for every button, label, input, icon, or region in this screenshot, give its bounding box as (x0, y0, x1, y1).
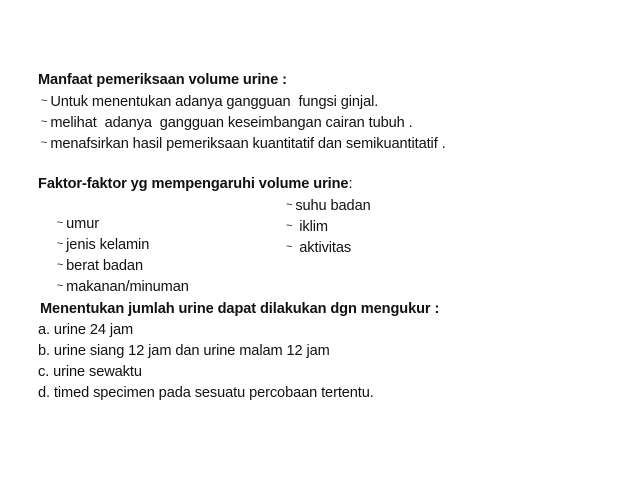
faktor-left-item: jenis kelamin (66, 237, 150, 253)
manfaat-item (41, 134, 446, 153)
faktor-left-item: makanan/minuman (66, 279, 189, 295)
tilde-bullet: ~ (286, 241, 293, 253)
menentukan-heading: Menentukan jumlah urine dapat dilakukan dgn mengukur : (40, 301, 440, 317)
manfaat-item (41, 113, 413, 132)
faktor-heading-colon: : (348, 176, 353, 192)
manfaat-heading: Manfaat pemeriksaan volume urine : (38, 72, 287, 88)
faktor-right-item: suhu badan (295, 198, 371, 214)
manfaat-item-text: Untuk menentukan adanya gangguan fungsi ginjal. (50, 94, 379, 110)
manfaat-item-text: melihat adanya gangguan keseimbangan cairan tubuh . (50, 115, 413, 131)
manfaat-item (41, 92, 378, 111)
tilde-bullet: ~ (41, 137, 48, 149)
manfaat-item-text: menafsirkan hasil pemeriksaan kuantitatif dan semikuantitatif . (50, 136, 446, 152)
faktor-right-item: aktivitas (295, 240, 352, 256)
faktor-heading-text: Faktor-faktor yg mempengaruhi volume urine (38, 176, 349, 192)
faktor-right-cell (286, 196, 371, 215)
faktor-heading (38, 175, 352, 193)
menentukan-item: d. timed specimen pada sesuatu percobaan tertentu. (38, 385, 374, 401)
tilde-bullet: ~ (56, 259, 64, 271)
menentukan-item: c. urine sewaktu (38, 364, 142, 380)
faktor-left-item: berat badan (66, 258, 143, 274)
tilde-bullet: ~ (286, 220, 293, 232)
tilde-bullet: ~ (286, 199, 293, 211)
tilde-bullet: ~ (56, 217, 64, 229)
tilde-bullet: ~ (56, 280, 64, 292)
faktor-right-item: iklim (295, 219, 328, 235)
tilde-bullet: ~ (56, 238, 64, 250)
faktor-right-cell (286, 238, 351, 257)
tilde-bullet: ~ (41, 95, 48, 107)
faktor-left-item: umur (66, 216, 100, 232)
menentukan-item: b. urine siang 12 jam dan urine malam 12 jam (38, 343, 330, 359)
menentukan-item: a. urine 24 jam (38, 322, 134, 338)
tilde-bullet: ~ (41, 116, 48, 128)
faktor-right-cell (286, 217, 328, 236)
